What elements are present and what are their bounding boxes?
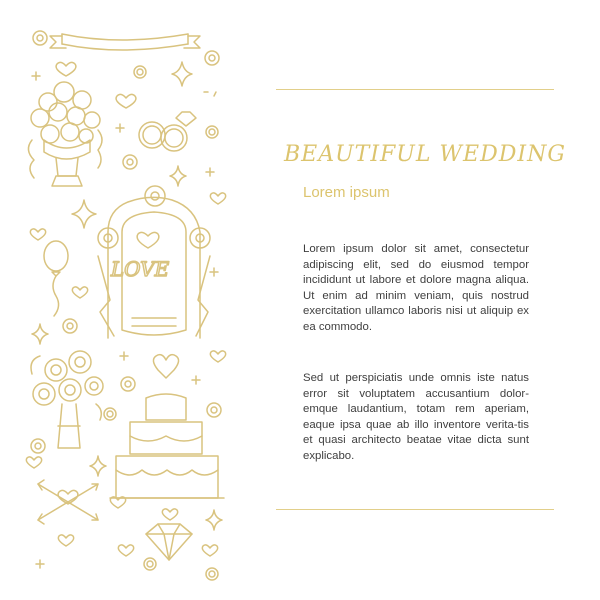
heart-icons	[26, 62, 225, 556]
diamond-icon	[146, 524, 192, 560]
body-paragraph-2: Sed ut perspiciatis unde omnis iste natus error sit voluptatem accusantium dolor-emque laudantium, totam rem aperiam, eaque ipsa quae ab illo inventore verita-tis et quasi architecto beatae vitae dicta sunt explicabo.	[303, 372, 529, 462]
ribbon-banner-icon	[50, 34, 200, 50]
page-subtitle: Lorem ipsum	[303, 184, 390, 201]
balloon-icon	[44, 241, 68, 316]
wedding-icons-decoration	[0, 0, 250, 600]
love-sign-text: LOVE	[110, 257, 170, 281]
body-paragraph-1: Lorem ipsum dolor sit amet, consectetur adipiscing elit, sed do eiusmod tempor incididunt ut labore et dolore magna aliqua. Ut enim ad minim veniam, quis nostrud exercitation ullamco laboris nisi ut aliquip ex ea commodo.	[303, 243, 529, 333]
crossed-arrows-icon	[38, 480, 98, 524]
top-divider	[276, 89, 554, 90]
page-title: BEAUTIFUL WEDDING	[284, 142, 566, 167]
bridal-bouquet-icon	[31, 351, 103, 448]
wedding-cake-icon	[110, 355, 224, 498]
sparkle-icons	[32, 62, 222, 568]
flower-tree-icon	[28, 82, 102, 186]
rings-icon	[139, 92, 216, 151]
bottom-divider	[276, 509, 554, 510]
